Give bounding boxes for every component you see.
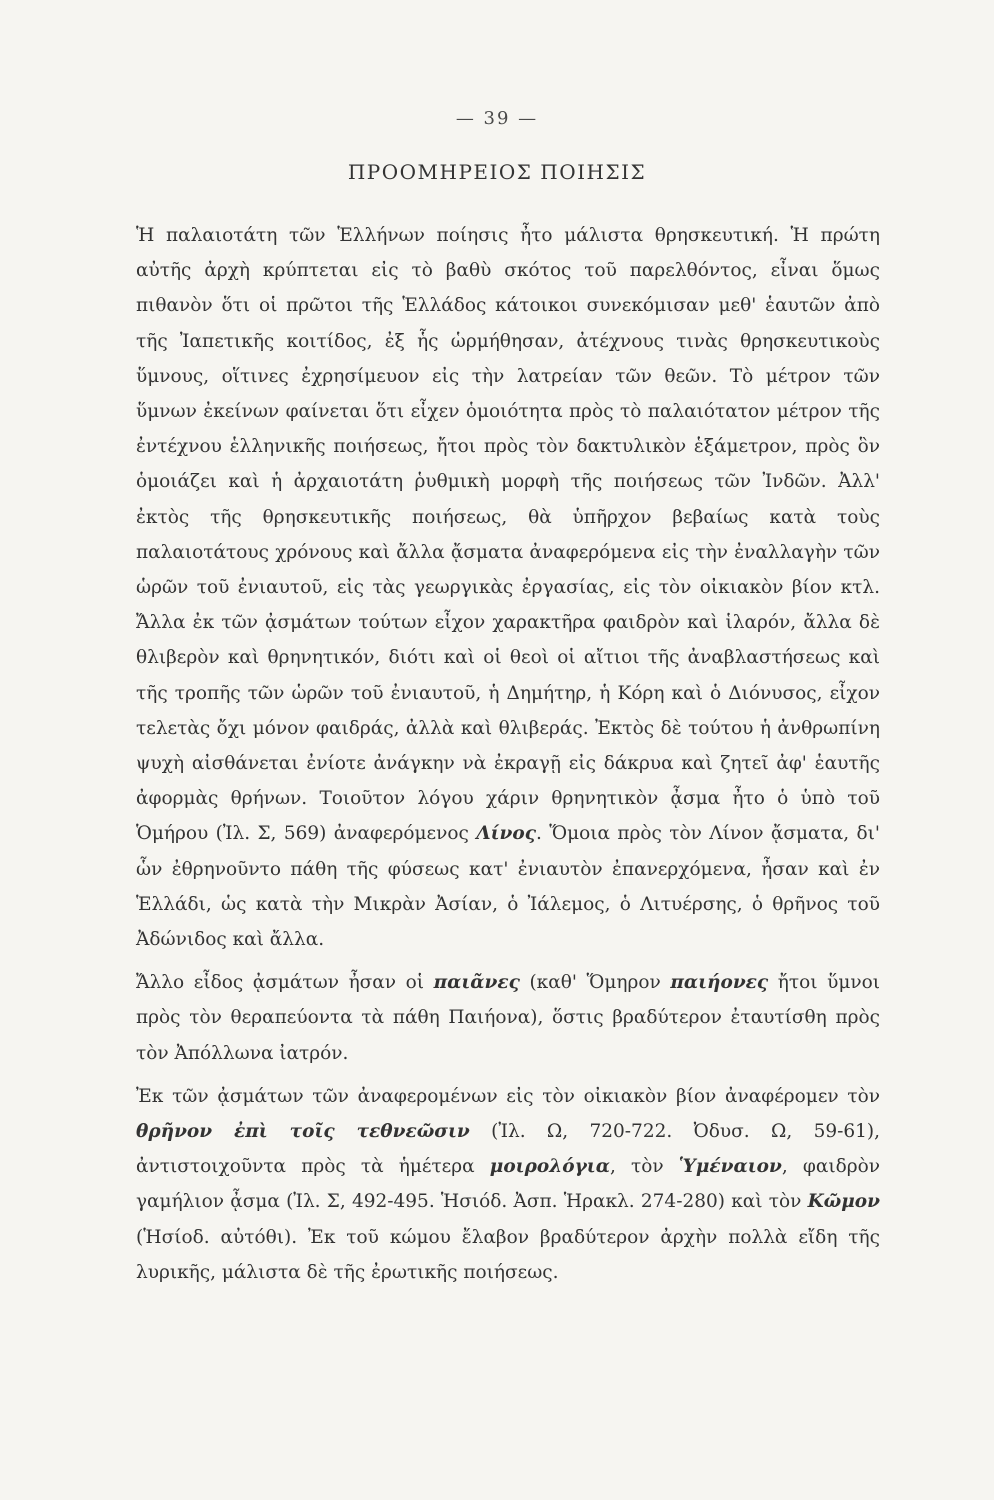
paragraph-1-text: Ἡ παλαιοτάτη τῶν Ἑλλήνων ποίησις ἦτο μάλιστα θρησκευτική. Ἡ πρώτη αὐτῆς ἀρχὴ κρύπτεται εἰς τὸ βαθὺ σκότος τοῦ παρελθόντος, εἶναι ὅμως πιθανὸν ὅτι οἱ πρῶτοι τῆς Ἑλλάδος κάτοικοι συνεκόμισαν μεθ' ἑαυτῶν ἀπὸ τῆς Ἰαπετικῆς κοιτίδος, ἐξ ἧς ὡρμήθησαν, ἀτέχνους τινὰς θρησκευτικοὺς ὕμνους, οἵτινες ἐχρησίμευον εἰς τὴν λατρείαν τῶν θεῶν. Τὸ μέτρον τῶν ὕμνων ἐκείνων φαίνεται ὅτι εἶχεν ὁμοιότητα πρὸς τὸ παλαιότατον μέτρον τῆς ἐντέχνου ἑλληνικῆς ποιήσεως, ἤτοι πρὸς τὸν δακτυλικὸν ἑξάμετρον, πρὸς ὃν ὁμοιάζει καὶ ἡ ἀρχαιοτάτη ῥυθμικὴ μορφὴ τῆς ποιήσεως τῶν Ἰνδῶν. Ἀλλ' ἐκτὸς τῆς θρησκευτικῆς ποιήσεως, θὰ ὑπῆρχον βεβαίως κατὰ τοὺς παλαιοτάτους χρόνους καὶ ἄλλα ᾄσματα ἀναφερόμενα εἰς τὴν ἐναλλαγὴν τῶν ὡρῶν τοῦ ἐνιαυτοῦ, εἰς τὰς γεωργικὰς ἐργασίας, εἰς τὸν οἰκιακὸν βίον κτλ. Ἄλλα ἐκ τῶν ᾀσμάτων τούτων εἶχον χαρακτῆρα φαιδρὸν καὶ ἱλαρόν, ἄλλα δὲ θλιβερὸν καὶ θρηνητικόν, διότι καὶ οἱ θεοὶ οἱ αἴτιοι τῆς ἀναβλαστήσεως καὶ τῆς τροπῆς τῶν ὡρῶν τοῦ ἐνιαυτοῦ, ἡ Δημήτηρ, ἡ Κόρη καὶ ὁ Διόνυσος, εἶχον τελετὰς ὄχι μόνον φαιδράς, ἀλλὰ καὶ θλιβεράς. Ἐκτὸς δὲ τούτου ἡ ἀνθρωπίνη ψυχὴ αἰσθάνεται ἐνίοτε ἀνάγκην νὰ ἐκραγῇ εἰς δάκρυα καὶ ζητεῖ ἀφ' ἑαυτῆς ἀφορμὰς θρήνων. Τοιοῦτον λόγου χάριν θρηνητικὸν ᾆσμα ἦτο ὁ ὑπὸ τοῦ Ὁμήρου (Ἰλ. Σ, 569) ἀναφερόμενος xyxy=(136,225,880,845)
paragraph-3-text-a: Ἐκ τῶν ᾀσμάτων τῶν ἀναφερομένων εἰς τὸν οἰκιακὸν βίον ἀναφέρομεν τὸν xyxy=(136,1085,880,1107)
paragraph-3-text-b: (Ἰλ. Ω, 720-722. Ὀδυσ. Ω, 59-61), ἀντιστοιχοῦντα πρὸς τὰ ἡμέτερα xyxy=(136,1121,881,1178)
italic-term-threnos: θρῆνον ἐπὶ τοῖς τεθνεῶσιν xyxy=(136,1121,470,1143)
page-number: — 39 — xyxy=(455,108,539,129)
paragraph-2 xyxy=(136,965,880,1071)
italic-term-hymenaios: Ὑμέναιον xyxy=(678,1156,782,1178)
italic-term-paianes: παιᾶνες xyxy=(433,972,520,994)
italic-term-linos: Λίνος xyxy=(476,823,536,845)
paragraph-3-text-e: (Ἡσίοδ. αὐτόθι). Ἐκ τοῦ κώμου ἔλαβον βραδύτερον ἀρχὴν πολλὰ εἴδη τῆς λυρικῆς, μάλιστα δὲ τῆς ἐρωτικῆς ποιήσεως. xyxy=(136,1226,880,1283)
italic-term-komos: Κῶμον xyxy=(807,1191,880,1213)
paragraph-1 xyxy=(136,218,880,957)
paragraph-2-text-c: ἤτοι ὕμνοι πρὸς τὸν θεραπεύοντα τὰ πάθη Παιήονα), ὅστις βραδύτερον ἐταυτίσθη πρὸς τὸν Ἀπόλλωνα ἰατρόν. xyxy=(136,972,880,1064)
section-heading: ΠΡΟΟΜΗΡΕΙΟΣ ΠΟΙΗΣΙΣ xyxy=(347,160,647,184)
paragraph-2-text-a: Ἄλλο εἶδος ᾀσμάτων ἦσαν οἱ xyxy=(136,972,424,994)
paragraph-3-text-d: , φαιδρὸν γαμήλιον ᾆσμα (Ἰλ. Σ, 492-495. Ἡσιόδ. Ἀσπ. Ἡρακλ. 274-280) καὶ τὸν xyxy=(136,1156,880,1213)
italic-term-moirologia: μοιρολόγια xyxy=(489,1156,610,1178)
paragraph-2-text-b: (καθ' Ὅμηρον xyxy=(529,972,661,994)
paragraph-3-text-c: , τὸν xyxy=(609,1156,664,1178)
paragraph-3 xyxy=(136,1079,880,1290)
body-text xyxy=(136,218,880,1290)
italic-term-paiones: παιήονες xyxy=(670,972,769,994)
paragraph-1-continuation: . Ὅμοια πρὸς τὸν Λίνον ᾄσματα, δι' ὧν ἐθρηνοῦντο πάθη τῆς φύσεως κατ' ἐνιαυτὸν ἐπανερχόμενα, ἦσαν καὶ ἐν Ἑλλάδι, ὡς κατὰ τὴν Μικρὰν Ἀσίαν, ὁ Ἰάλεμος, ὁ Λιτυέρσης, ὁ θρῆνος τοῦ Ἀδώνιδος καὶ ἄλλα. xyxy=(136,823,880,951)
